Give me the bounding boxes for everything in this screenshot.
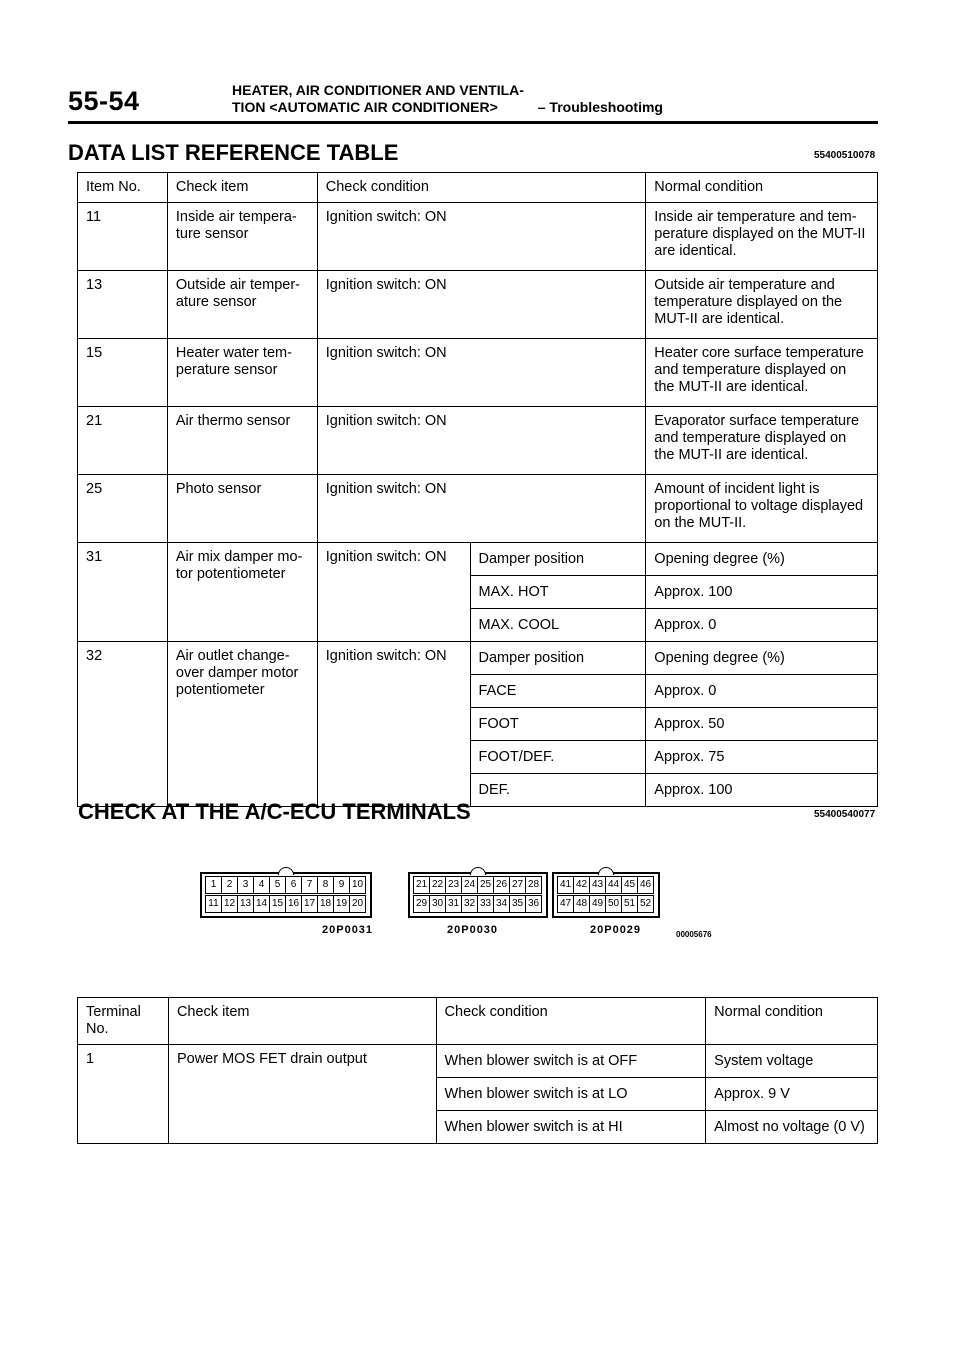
terminal-pin: 51 [621,895,638,913]
section-title-ecu-terminals: CHECK AT THE A/C-ECU TERMINALS [78,799,471,824]
terminal-pin: 48 [573,895,590,913]
opening-degree: Opening degree (%) [646,642,878,675]
terminal-pin: 44 [605,876,622,894]
terminal-pin: 50 [605,895,622,913]
check-item: Power MOS FET drain output [168,1045,436,1144]
normal-condition: Almost no voltage (0 V) [706,1111,878,1144]
opening-degree: Approx. 100 [646,576,878,609]
check-condition: When blower switch is at OFF [436,1045,706,1078]
terminal-pin: 16 [285,895,302,913]
terminal-number: 1 [78,1045,169,1144]
terminal-pin: 36 [525,895,542,913]
normal-condition: Inside air temperature and tem- perature displayed on the MUT-II are identical. [646,203,878,271]
item-number: 31 [78,543,168,642]
connector-latch [470,867,486,875]
terminal-pin: 18 [317,895,334,913]
terminal-pin: 49 [589,895,606,913]
terminal-pin: 30 [429,895,446,913]
figure-code: 00005676 [676,930,712,939]
normal-condition: Approx. 9 V [706,1078,878,1111]
terminal-pin: 27 [509,876,526,894]
check-item: Air thermo sensor [167,407,317,475]
terminal-pin: 29 [413,895,430,913]
terminal-pin: 32 [461,895,478,913]
terminal-pin: 21 [413,876,430,894]
terminal-pin: 4 [253,876,270,894]
terminal-pin: 15 [269,895,286,913]
check-item: Heater water tem- perature sensor [167,339,317,407]
check-condition: Ignition switch: ON [317,271,646,339]
check-condition: Ignition switch: ON [317,407,646,475]
connector-1 [200,872,372,918]
item-number: 11 [78,203,168,271]
header-normal-condition: Normal condition [646,173,878,203]
terminal-pin: 11 [205,895,222,913]
connector-label: 20P0031 [322,924,374,936]
check-item: Inside air tempera- ture sensor [167,203,317,271]
connector-latch [598,867,614,875]
terminal-pin: 3 [237,876,254,894]
terminal-pin: 45 [621,876,638,894]
terminal-pin: 22 [429,876,446,894]
opening-degree: Approx. 0 [646,609,878,642]
terminal-pin: 41 [557,876,574,894]
terminal-pin: 28 [525,876,542,894]
connector-3 [552,872,660,918]
damper-position: DEF. [470,774,646,807]
check-item: Outside air temper- ature sensor [167,271,317,339]
check-condition: Ignition switch: ON [317,543,470,642]
check-condition: Ignition switch: ON [317,642,470,807]
header-title-line2: TION <AUTOMATIC AIR CONDITIONER> [232,99,498,115]
damper-position: MAX. HOT [470,576,646,609]
terminal-pin: 24 [461,876,478,894]
normal-condition: Heater core surface temperature and temperature displayed on the MUT-II are identical. [646,339,878,407]
check-condition: Ignition switch: ON [317,475,646,543]
terminal-pin: 6 [285,876,302,894]
header-normal-condition: Normal condition [706,998,878,1045]
terminal-pin: 47 [557,895,574,913]
damper-position: FACE [470,675,646,708]
terminal-pin: 35 [509,895,526,913]
opening-degree: Opening degree (%) [646,543,878,576]
terminal-pin: 13 [237,895,254,913]
opening-degree: Approx. 100 [646,774,878,807]
connector-latch [278,867,294,875]
item-number: 21 [78,407,168,475]
terminal-pin: 19 [333,895,350,913]
damper-position: MAX. COOL [470,609,646,642]
item-number: 25 [78,475,168,543]
terminal-pin: 12 [221,895,238,913]
terminal-pin: 17 [301,895,318,913]
normal-condition: Evaporator surface temperature and temperature displayed on the MUT-II are identical. [646,407,878,475]
check-condition: When blower switch is at HI [436,1111,706,1144]
terminal-pin: 10 [349,876,366,894]
damper-position: Damper position [470,543,646,576]
check-condition: Ignition switch: ON [317,203,646,271]
item-number: 13 [78,271,168,339]
damper-position: FOOT/DEF. [470,741,646,774]
table-header-row [78,998,878,1045]
terminal-pin: 42 [573,876,590,894]
header-terminal-no: Terminal No. [78,998,169,1045]
check-condition: Ignition switch: ON [317,339,646,407]
opening-degree: Approx. 75 [646,741,878,774]
section-code-ecu-terminals: 55400540077 [814,809,876,820]
check-item: Air outlet change- over damper motor potentiometer [167,642,317,807]
header-check-condition: Check condition [436,998,706,1045]
item-number: 15 [78,339,168,407]
connector-label: 20P0029 [590,924,642,936]
check-condition: When blower switch is at LO [436,1078,706,1111]
normal-condition: System voltage [706,1045,878,1078]
normal-condition: Amount of incident light is proportional to voltage displayed on the MUT-II. [646,475,878,543]
page-number: 55-54 [68,86,140,116]
connector-2 [408,872,548,918]
connector-label: 20P0030 [447,924,499,936]
terminal-pin: 9 [333,876,350,894]
terminal-pin: 7 [301,876,318,894]
ecu-terminal-table [77,997,878,1144]
header-check-item: Check item [167,173,317,203]
header-item-no: Item No. [78,173,168,203]
header-check-condition: Check condition [317,173,646,203]
terminal-pin: 34 [493,895,510,913]
terminal-pin: 5 [269,876,286,894]
terminal-pin: 52 [637,895,654,913]
opening-degree: Approx. 0 [646,675,878,708]
terminal-pin: 46 [637,876,654,894]
normal-condition: Outside air temperature and temperature displayed on the MUT-II are identical. [646,271,878,339]
terminal-pin: 14 [253,895,270,913]
header-title-line1: HEATER, AIR CONDITIONER AND VENTILA- [232,82,524,98]
terminal-pin: 25 [477,876,494,894]
section-title-data-list: DATA LIST REFERENCE TABLE [68,140,399,165]
section-code-data-list: 55400510078 [814,150,876,161]
opening-degree: Approx. 50 [646,708,878,741]
terminal-pin: 2 [221,876,238,894]
terminal-pin: 26 [493,876,510,894]
table-row [78,1045,878,1078]
check-item: Air mix damper mo- tor potentiometer [167,543,317,642]
header-check-item: Check item [168,998,436,1045]
terminal-pin: 1 [205,876,222,894]
damper-position: Damper position [470,642,646,675]
terminal-pin: 43 [589,876,606,894]
item-number: 32 [78,642,168,807]
check-item: Photo sensor [167,475,317,543]
header-subtitle: – Troubleshootimg [537,99,663,115]
terminal-pin: 23 [445,876,462,894]
terminal-pin: 8 [317,876,334,894]
terminal-pin: 31 [445,895,462,913]
damper-position: FOOT [470,708,646,741]
terminal-pin: 20 [349,895,366,913]
terminal-pin: 33 [477,895,494,913]
